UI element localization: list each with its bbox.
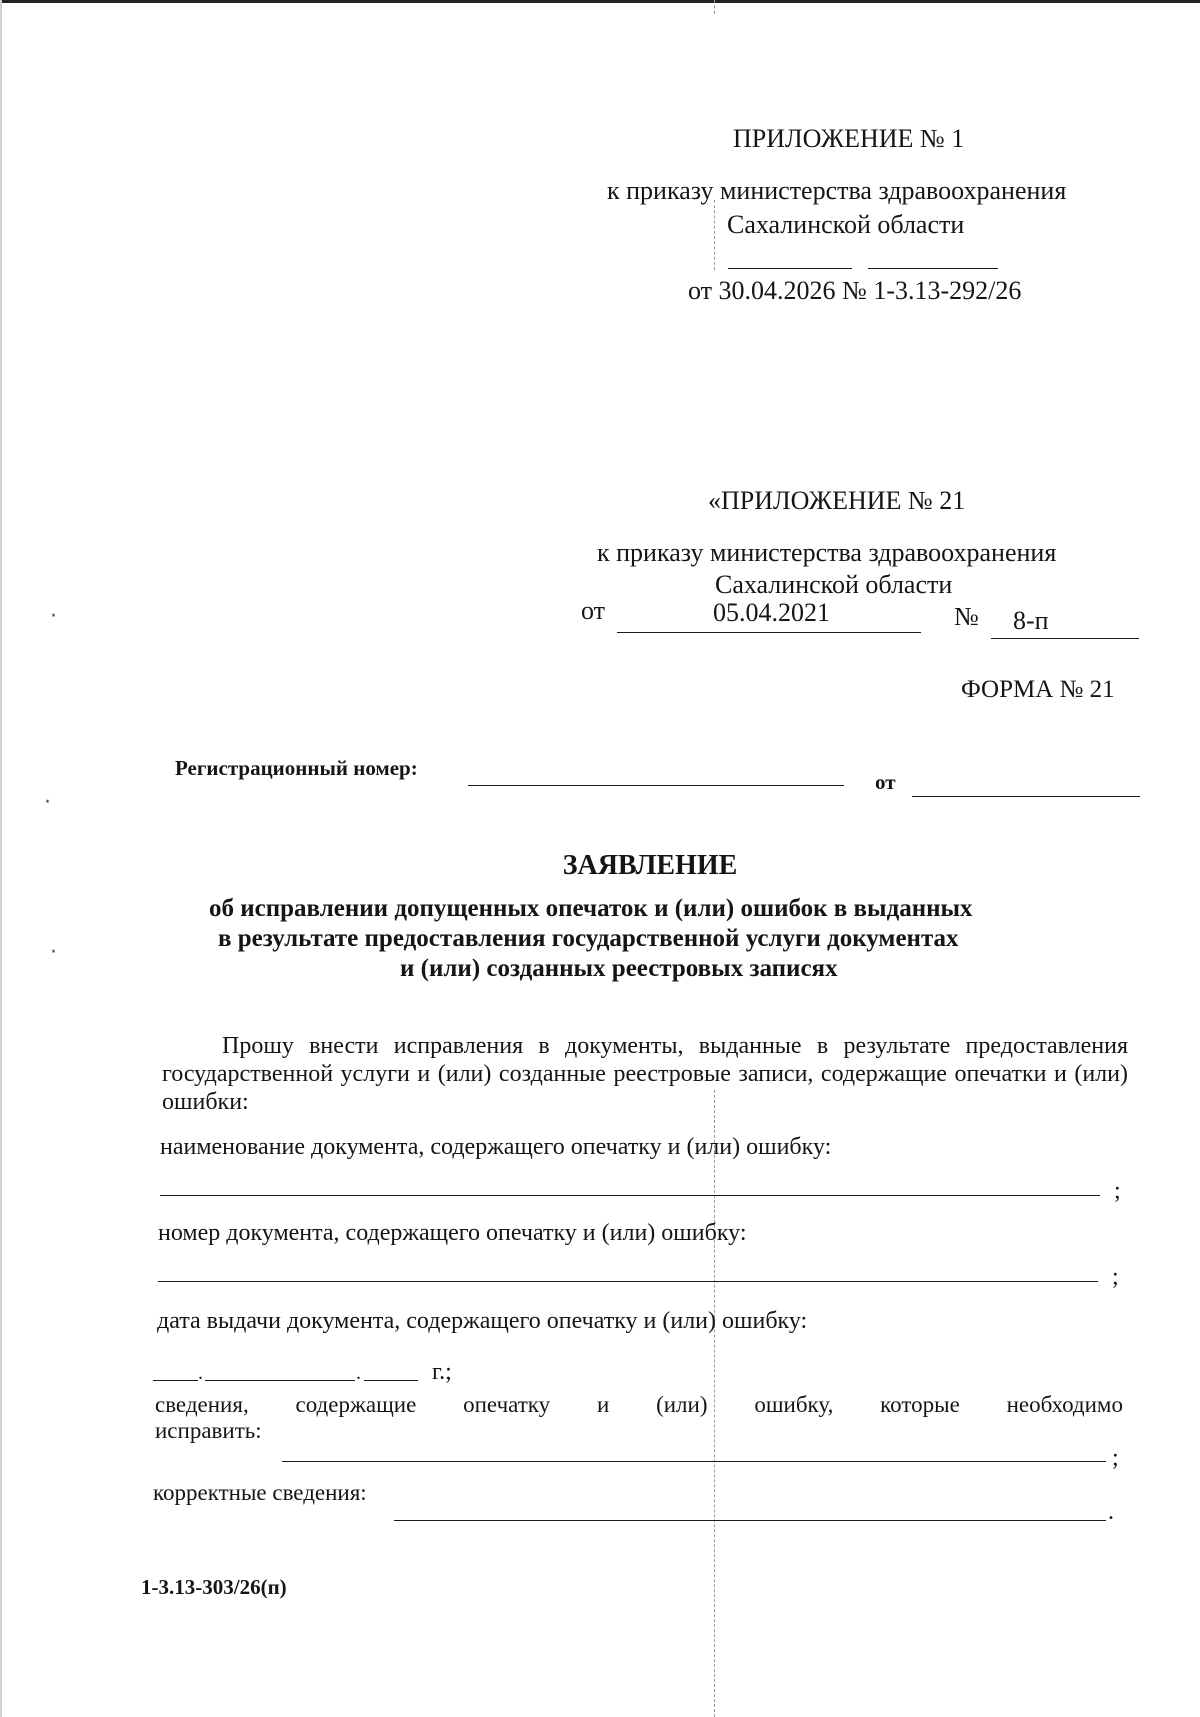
document-footer-code: 1-3.13-303/26(п) [141,1575,287,1599]
statement-subtitle-line-3: и (или) созданных реестровых записях [400,955,838,982]
appendix-21-order-line: к приказу министерства здравоохранения [597,538,1057,567]
document-number-semicolon: ; [1112,1264,1119,1290]
document-name-semicolon: ; [1114,1178,1121,1204]
scan-top-edge [0,0,1200,3]
document-date-day-field[interactable] [153,1380,198,1381]
info-word: и [596,1392,610,1417]
blank-underline [868,268,998,269]
correct-info-label: корректные сведения: [153,1480,367,1505]
correct-info-period: . [1108,1499,1114,1525]
statement-subtitle-line-1: об исправлении допущенных опечаток и (или) ошибок в выданных [209,895,973,922]
appendix-21-number-label: № [954,602,979,631]
info-word: необходимо [1006,1392,1123,1417]
fold-mark [714,0,715,14]
appendix-1-order-line: к приказу министерства здравоохранения [607,176,1067,205]
appendix-21-number: 8-п [1013,606,1049,635]
appendix-1-region-line: Сахалинской области [727,210,965,239]
registration-number-field[interactable] [468,785,844,786]
statement-intro-paragraph: Прошу внести исправления в документы, выданные в результате предоставления государственной услуги и (или) созданные реестровые записи, содержащие опечатки и (или) ошибки: [162,1033,1128,1115]
blank-underline [728,268,852,269]
date-separator: . [198,1362,203,1384]
registration-number-label: Регистрационный номер: [175,756,418,780]
document-name-label: наименование документа, содержащего опечатку и (или) ошибку: [160,1134,832,1160]
info-word: сведения, [155,1392,249,1417]
statement-title: ЗАЯВЛЕНИЕ [562,850,738,881]
appendix-1-date-number: от 30.04.2026 № 1-3.13-292/26 [688,276,1022,305]
info-word: опечатку [463,1392,551,1417]
appendix-1-title: ПРИЛОЖЕНИЕ № 1 [733,124,965,153]
registration-date-field[interactable] [912,796,1140,797]
scan-speck: · [44,790,51,815]
appendix-21-number-underline [991,638,1139,639]
info-word: ошибку, [754,1392,834,1417]
appendix-21-title: «ПРИЛОЖЕНИЕ № 21 [708,486,966,515]
info-word: (или) [656,1392,708,1417]
info-to-fix-label-line [155,1392,1123,1418]
document-date-year-field[interactable] [364,1380,418,1381]
info-to-fix-semicolon: ; [1112,1445,1119,1471]
info-word: содержащие [295,1392,417,1417]
appendix-21-date-underline [617,632,921,633]
document-number-label: номер документа, содержащего опечатку и (или) ошибку: [158,1220,747,1246]
info-to-fix-label-continued: исправить: [155,1418,262,1443]
statement-subtitle-line-2: в результате предоставления государственной услуги документах [218,925,959,952]
fold-mark [714,200,715,270]
appendix-21-region-line: Сахалинской области [715,570,953,599]
form-number-label: ФОРМА № 21 [961,676,1115,703]
scan-speck: · [50,604,57,629]
appendix-21-from-label: от [581,596,606,625]
appendix-21-date: 05.04.2021 [713,598,830,627]
document-date-month-field[interactable] [205,1380,355,1381]
info-to-fix-field[interactable] [282,1461,1106,1462]
info-word: которые [880,1392,960,1417]
registration-from-label: от [875,770,896,794]
correct-info-field[interactable] [394,1520,1106,1521]
scan-speck: · [50,940,57,965]
document-number-field[interactable] [158,1281,1098,1282]
document-date-year-suffix: г.; [432,1359,452,1385]
document-name-field[interactable] [160,1195,1100,1196]
document-date-label: дата выдачи документа, содержащего опечатку и (или) ошибку: [157,1308,808,1334]
date-separator: . [356,1362,361,1384]
